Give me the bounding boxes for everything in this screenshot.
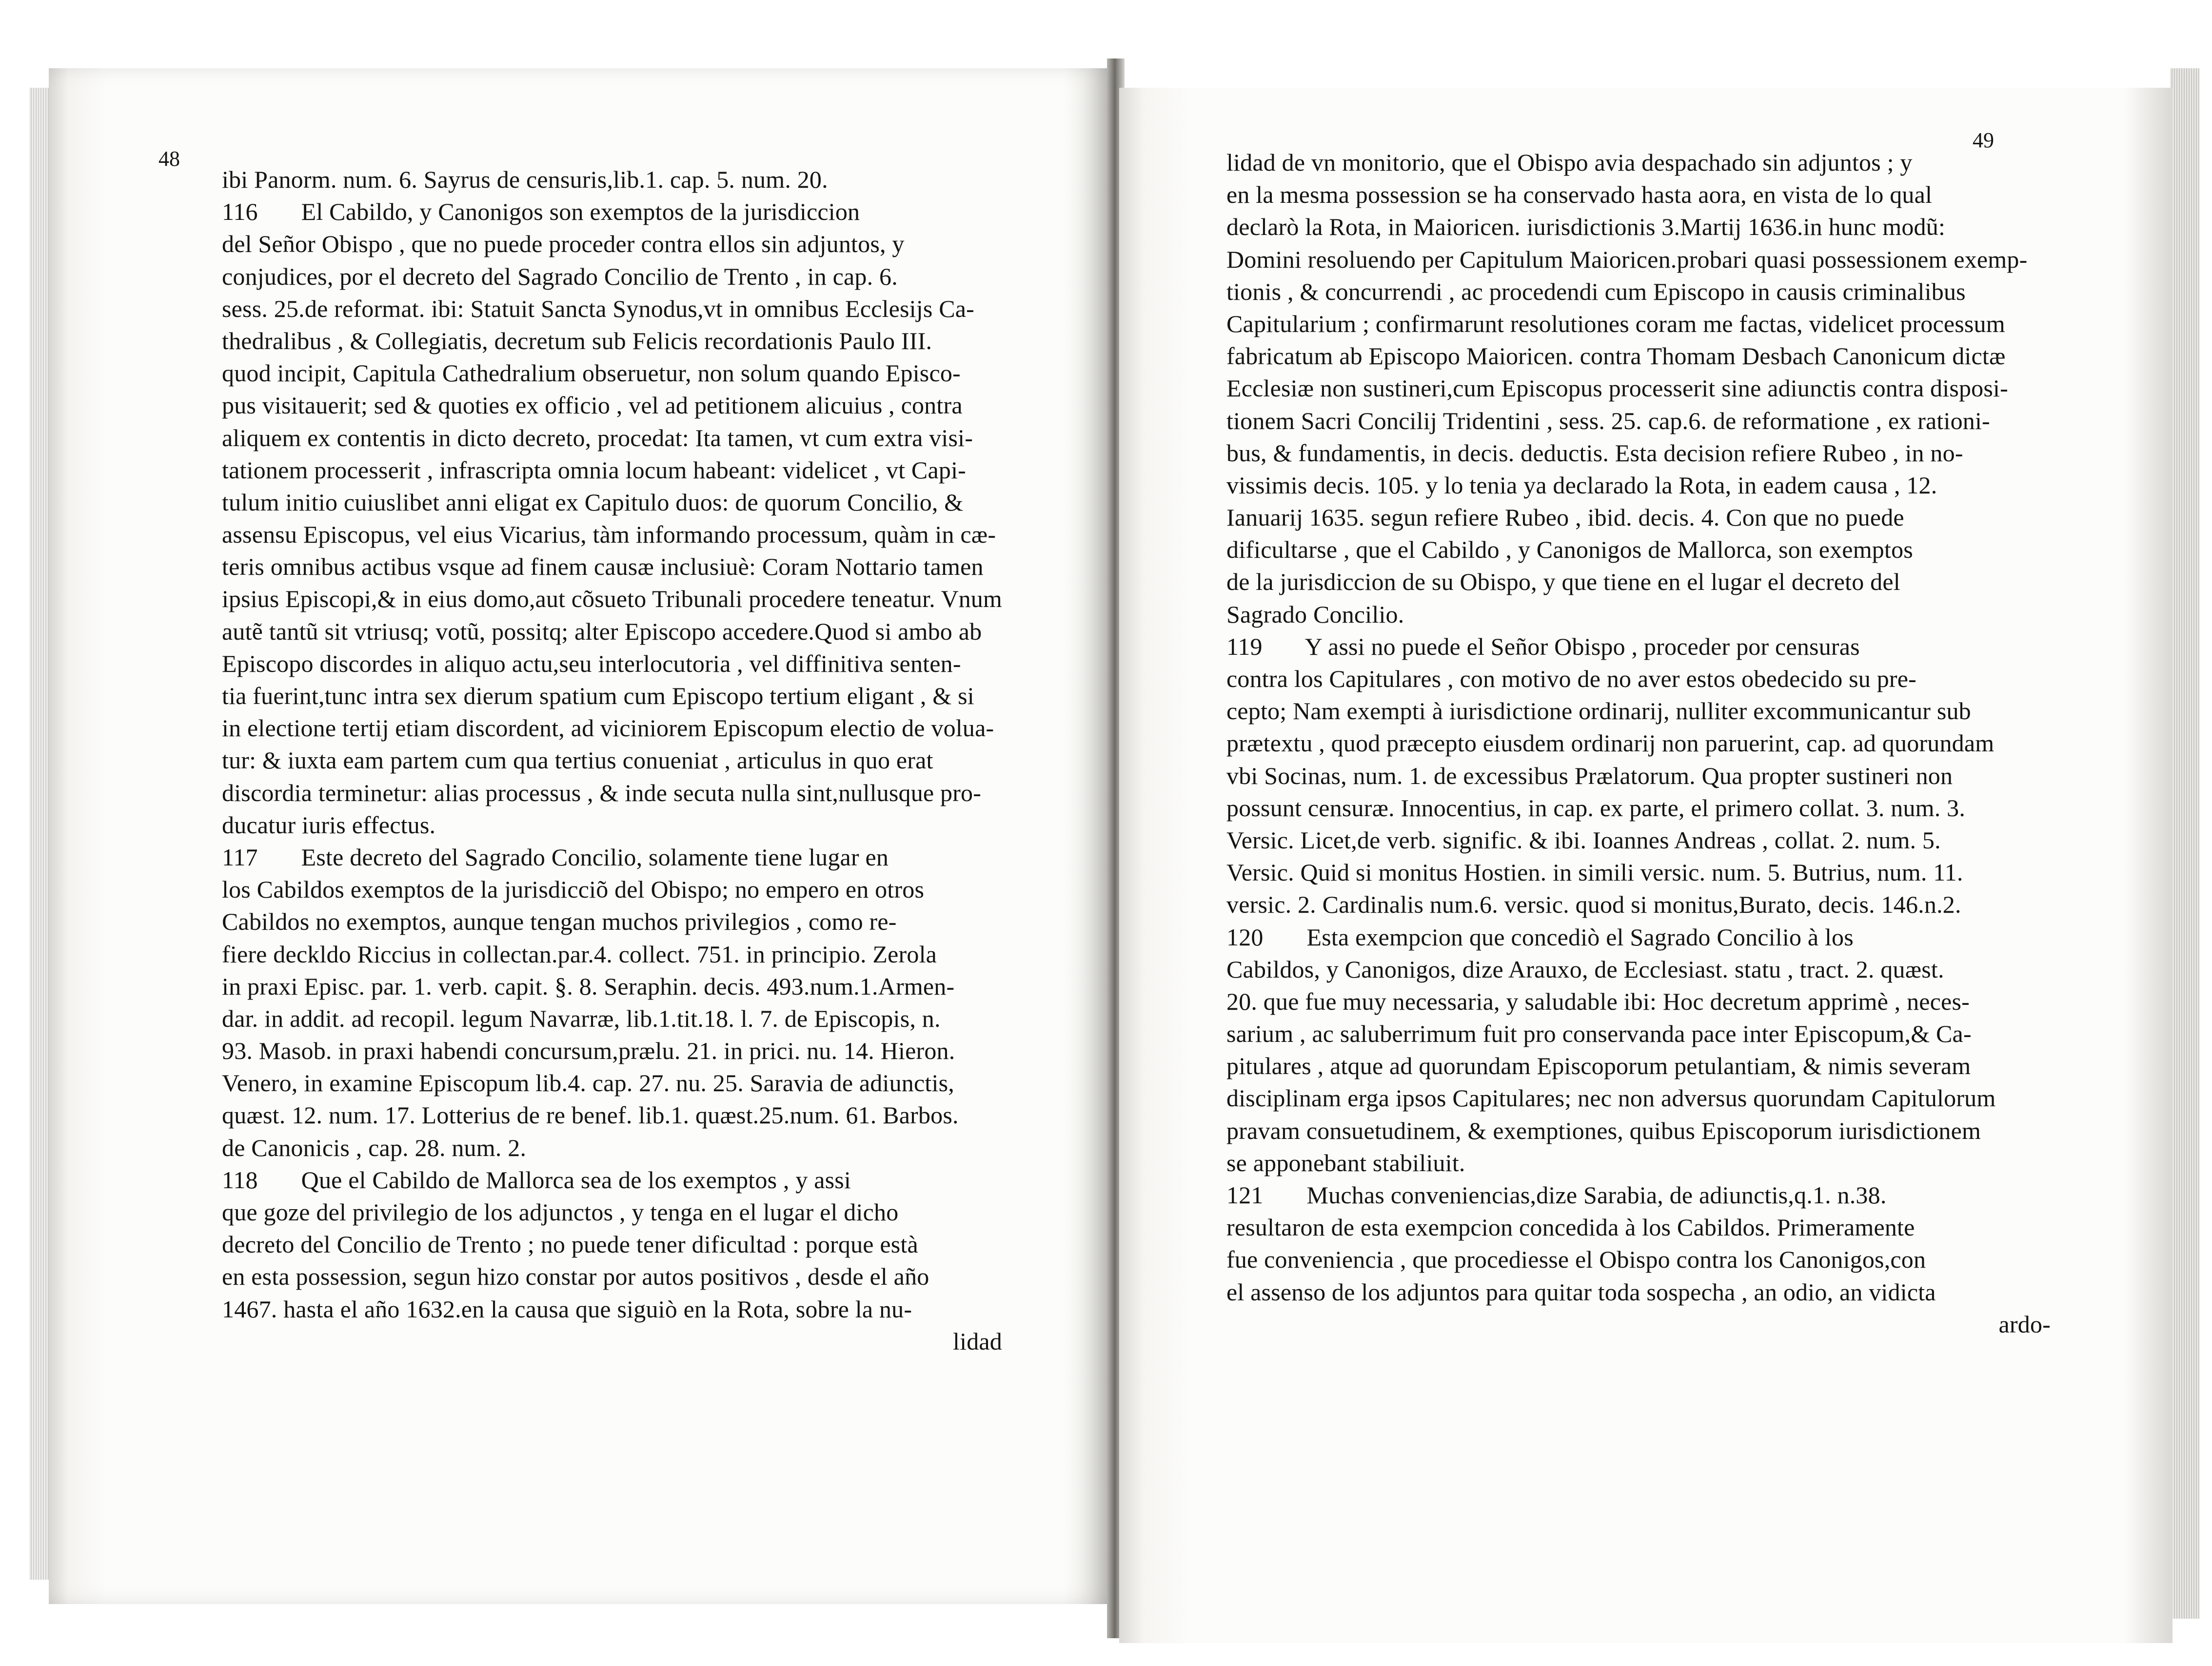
text-line: dificultarse , que el Cabildo , y Canonigos de Mallorca, son exemptos <box>1226 536 1913 564</box>
text-line: Ianuarij 1635. segun refiere Rubeo , ibid. decis. 4. Con que no puede <box>1226 504 1904 531</box>
text-line: Cabildos no exemptos, aunque tengan muchos privilegios , como re- <box>222 908 897 936</box>
text-line: los Cabildos exemptos de la jurisdicciõ del Obispo; no empero en otros <box>222 876 925 903</box>
text-line: contra los Capitulares , con motivo de no aver estos obedecido su pre- <box>1226 665 1917 692</box>
text-line: pravam consuetudinem, & exemptiones, quibus Episcoporum iurisdictionem <box>1226 1117 1981 1144</box>
text-line: en la mesma possession se ha conservado hasta aora, en vista de lo qual <box>1226 181 1933 209</box>
text-line: vbi Socinas, num. 1. de excessibus Prælatorum. Qua propter sustineri non <box>1226 762 1953 789</box>
text-line: Cabildos, y Canonigos, dize Arauxo, de Ecclesiast. statu , tract. 2. quæst. <box>1226 955 1944 983</box>
text-line: tur: & iuxta eam partem cum qua tertius conueniat , articulus in quo erat <box>222 746 933 774</box>
text-line: de la jurisdiccion de su Obispo, y que tiene en el lugar el decreto del <box>1226 568 1900 596</box>
text-line: en esta possession, segun hizo constar por autos positivos , desde el año <box>222 1263 929 1291</box>
right-page-number: 49 <box>1973 128 1994 152</box>
left-page-text <box>222 163 1002 1357</box>
text-line: resultaron de esta exempcion concedida à los Cabildos. Primeramente <box>1226 1214 1915 1241</box>
text-line: teris omnibus actibus vsque ad finem causæ inclusiuè: Coram Nottario tamen <box>222 553 984 581</box>
text-line: 121 Muchas conveniencias,dize Sarabia, de adiunctis,q.1. n.38. <box>1226 1181 1887 1209</box>
text-line: versic. 2. Cardinalis num.6. versic. quod si monitus,Burato, decis. 146.n.2. <box>1226 891 1961 919</box>
text-line: del Señor Obispo , que no puede proceder contra ellos sin adjuntos, y <box>222 230 905 258</box>
text-line: vissimis decis. 105. y lo tenia ya declarado la Rota, in eadem causa , 12. <box>1226 471 1937 499</box>
text-line: 93. Masob. in praxi habendi concursum,prælu. 21. in prici. nu. 14. Hieron. <box>222 1037 955 1065</box>
text-line: ipsius Episcopi,& in eius domo,aut cõsueto Tribunali procedere teneatur. Vnum <box>222 585 1002 613</box>
catchword: ardo- <box>1998 1310 2051 1338</box>
text-line: dar. in addit. ad recopil. legum Navarræ, lib.1.tit.18. l. 7. de Episcopis, n. <box>222 1004 941 1032</box>
right-page-edges <box>2170 68 2199 1619</box>
text-line: fue conveniencia , que procediesse el Obispo contra los Canonigos,con <box>1226 1246 1926 1274</box>
text-line: aliquem ex contentis in dicto decreto, procedat: Ita tamen, vt cum extra visi- <box>222 424 973 451</box>
text-line: assensu Episcopus, vel eius Vicarius, tàm informando processum, quàm in cæ- <box>222 521 996 549</box>
text-line: sarium , ac saluberrimum fuit pro conservanda pace inter Episcopum,& Ca- <box>1226 1020 1972 1048</box>
text-line: Episcopo discordes in aliquo actu,seu interlocutoria , vel diffinitiva senten- <box>222 649 961 677</box>
text-line: bus, & fundamentis, in decis. deductis. Esta decision refiere Rubeo , in no- <box>1226 439 1963 467</box>
text-line: ibi Panorm. num. 6. Sayrus de censuris,lib.1. cap. 5. num. 20. <box>222 166 828 193</box>
text-line: disciplinam erga ipsos Capitulares; nec non adversus quorundam Capitulorum <box>1226 1084 1996 1112</box>
text-line: que goze del privilegio de los adjunctos , y tenga en el lugar el dicho <box>222 1198 899 1226</box>
text-line: tia fuerint,tunc intra sex dierum spatium cum Episcopo tertium eligant , & si <box>222 682 974 709</box>
text-line: conjudices, por el decreto del Sagrado Concilio de Trento , in cap. 6. <box>222 262 898 290</box>
text-line: tionem Sacri Concilij Tridentini , sess. 25. cap.6. de reformatione , ex rationi- <box>1226 407 1990 434</box>
text-line: 1467. hasta el año 1632.en la causa que siguiò en la Rota, sobre la nu- <box>222 1295 912 1323</box>
text-line: se apponebant stabiliuit. <box>1226 1149 1465 1176</box>
text-line: autẽ tantũ sit vtriusq; votũ, possitq; alter Episcopo accedere.Quod si ambo ab <box>222 617 982 645</box>
text-line: Sagrado Concilio. <box>1226 600 1404 628</box>
text-line: Versic. Licet,de verb. signific. & ibi. Ioannes Andreas , collat. 2. num. 5. <box>1226 826 1941 854</box>
text-line: prætextu , quod præcepto eiusdem ordinarij non paruerint, cap. ad quorundam <box>1226 729 1995 757</box>
text-line: tulum initio cuiuslibet anni eligat ex Capitulo duos: de quorum Concilio, & <box>222 488 964 516</box>
text-line: de Canonicis , cap. 28. num. 2. <box>222 1134 527 1161</box>
text-line: 120 Esta exempcion que concediò el Sagrado Concilio à los <box>1226 923 1854 951</box>
text-line: ducatur iuris effectus. <box>222 811 436 839</box>
text-line: in electione tertij etiam discordent, ad viciniorem Episcopum electio de volua- <box>222 714 994 742</box>
text-line: pus visitauerit; sed & quoties ex officio , vel ad petitionem alicuius , contra <box>222 392 963 419</box>
text-line: el assenso de los adjuntos para quitar toda sospecha , an odio, an vidicta <box>1226 1278 1936 1306</box>
text-line: fabricatum ab Episcopo Maioricen. contra Thomam Desbach Canonicum dictæ <box>1226 342 2006 370</box>
text-line: lidad de vn monitorio, que el Obispo avia despachado sin adjuntos ; y <box>1226 149 1913 176</box>
text-line: cepto; Nam exempti à iurisdictione ordinarij, nulliter excommunicantur sub <box>1226 697 1971 725</box>
text-line: Ecclesiæ non sustineri,cum Episcopus processerit sine adiunctis contra disposi- <box>1226 374 2008 402</box>
text-line: possunt censuræ. Innocentius, in cap. ex parte, el primero collat. 3. num. 3. <box>1226 794 1966 822</box>
text-line: tationem processerit , infrascripta omnia locum habeant: videlicet , vt Capi- <box>222 456 967 484</box>
text-line: Domini resoluendo per Capitulum Maioricen.probari quasi possessionem exemp- <box>1226 245 2028 273</box>
text-line: fiere deckldo Riccius in collectan.par.4. collect. 751. in principio. Zerola <box>222 940 937 968</box>
text-line: discordia terminetur: alias processus , & inde secuta nulla sint,nullusque pro- <box>222 779 982 806</box>
text-line: 20. que fue muy necessaria, y saludable ibi: Hoc decretum apprimè , neces- <box>1226 987 1970 1015</box>
text-line: 117 Este decreto del Sagrado Concilio, solamente tiene lugar en <box>222 843 889 871</box>
text-line: 116 El Cabildo, y Canonigos son exemptos de la jurisdiccion <box>222 198 860 226</box>
text-line: pitulares , atque ad quorundam Episcoporum petulantiam, & nimis severam <box>1226 1052 1971 1080</box>
right-page-text <box>1226 146 2051 1340</box>
text-line: 118 Que el Cabildo de Mallorca sea de los exemptos , y assi <box>222 1166 851 1194</box>
text-line: declarò la Rota, in Maioricen. iurisdictionis 3.Martij 1636.in hunc modũ: <box>1226 213 1946 241</box>
left-page-number: 48 <box>158 147 180 171</box>
text-line: sess. 25.de reformat. ibi: Statuit Sancta Synodus,vt in omnibus Ecclesijs Ca- <box>222 294 974 322</box>
text-line: quod incipit, Capitula Cathedralium obseruetur, non solum quando Episco- <box>222 359 961 387</box>
text-line: decreto del Concilio de Trento ; no puede tener dificultad : porque està <box>222 1231 918 1258</box>
text-line: Venero, in examine Episcopum lib.4. cap. 27. nu. 25. Saravia de adiunctis, <box>222 1069 954 1097</box>
text-line: quæst. 12. num. 17. Lotterius de re benef. lib.1. quæst.25.num. 61. Barbos. <box>222 1101 959 1129</box>
text-line: tionis , & concurrendi , ac procedendi cum Episcopo in causis criminalibus <box>1226 277 1966 305</box>
text-line: thedralibus , & Collegiatis, decretum sub Felicis recordationis Paulo III. <box>222 327 932 354</box>
text-line: Capitularium ; confirmarunt resolutiones coram me factas, videlicet processum <box>1226 310 2005 337</box>
text-line: Versic. Quid si monitus Hostien. in simili versic. num. 5. Butrius, num. 11. <box>1226 859 1963 886</box>
text-line: 119 Y assi no puede el Señor Obispo , proceder por censuras <box>1226 632 1860 660</box>
catchword: lidad <box>953 1327 1002 1355</box>
text-line: in praxi Episc. par. 1. verb. capit. §. 8. Seraphin. decis. 493.num.1.Armen- <box>222 972 955 1000</box>
